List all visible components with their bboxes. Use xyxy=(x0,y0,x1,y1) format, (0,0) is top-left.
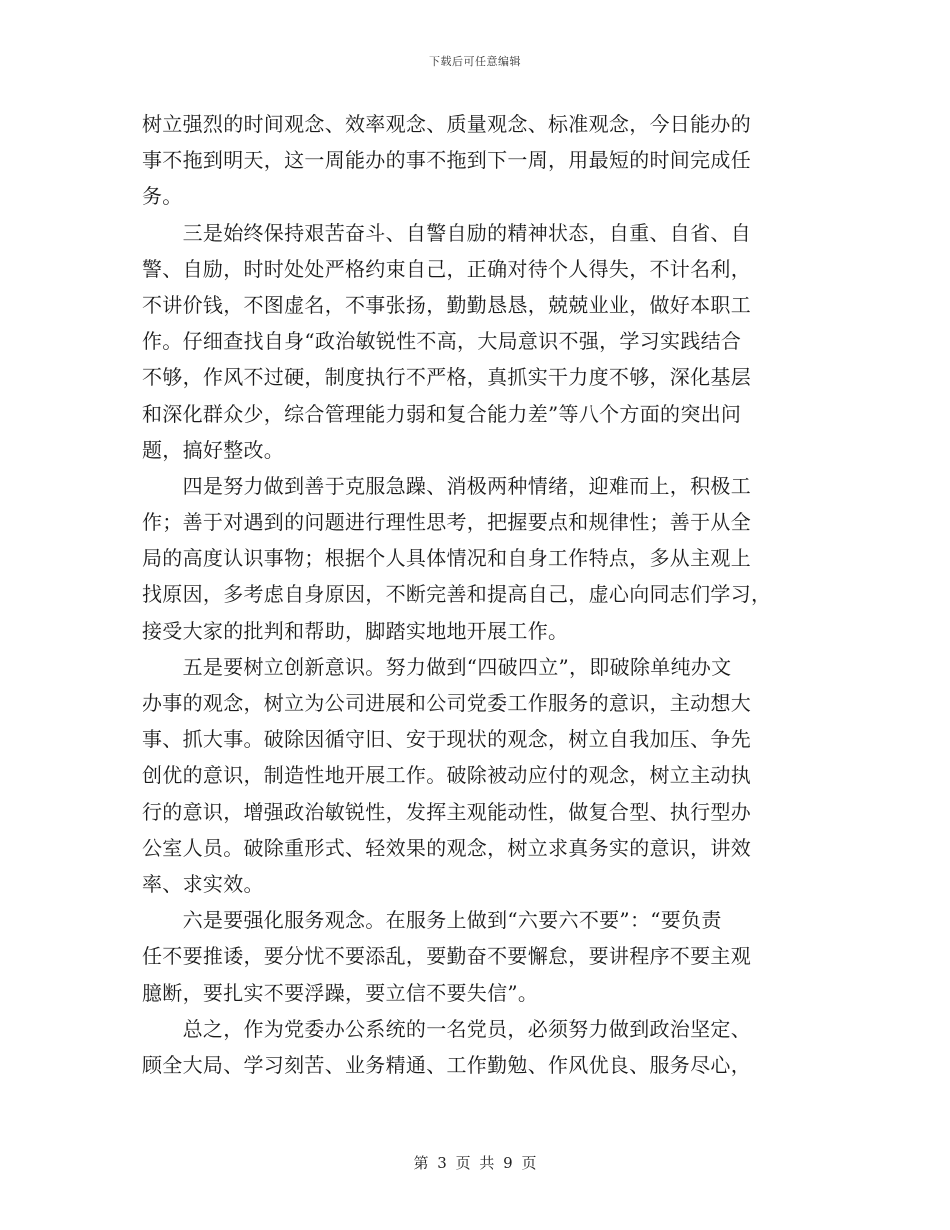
page-number-footer: 第 3 页 共 9 页 xyxy=(413,1154,537,1172)
text-line: 接受大家的批判和帮助，脚踏实地地开展工作。 xyxy=(142,618,569,643)
text-line: 和深化群众少，综合管理能力弱和复合能力差”等八个方面的突出问 xyxy=(142,401,742,426)
text-line: 办事的观念，树立为公司进展和公司党委工作服务的意识，主动想大 xyxy=(142,691,751,715)
text-line: 树立强烈的时间观念、效率观念、质量观念、标准观念，今日能办的 xyxy=(142,112,751,136)
text-line: 六是要强化服务观念。在服务上做到“六要六不要”：“要负责 xyxy=(142,908,722,933)
text-line: 局的高度认识事物；根据个人具体情况和自身工作特点，多从主观上 xyxy=(142,546,751,571)
text-line: 作；善于对遇到的问题进行理性思考，把握要点和规律性；善于从全 xyxy=(142,510,751,535)
text-line: 创优的意识，制造性地开展工作。破除被动应付的观念，树立主动执 xyxy=(142,763,751,788)
text-line: 不讲价钱，不图虚名，不事张扬，勤勤恳恳，兢兢业业，做好本职工 xyxy=(142,292,751,317)
page-header: 下载后可任意编辑 xyxy=(429,55,521,68)
text-line: 总之，作为党委办公系统的一名党员，必须努力做到政治坚定、 xyxy=(142,1016,751,1041)
text-line: 事不拖到明天，这一周能办的事不拖到下一周，用最短的时间完成任 xyxy=(142,148,751,173)
text-line: 行的意识，增强政治敏锐性，发挥主观能动性，做复合型、执行型办 xyxy=(142,799,751,824)
text-line: 臆断，要扎实不要浮躁，要立信不要失信”。 xyxy=(142,980,539,1005)
text-line: 公室人员。破除重形式、轻效果的观念，树立求真务实的意识，讲效 xyxy=(142,835,751,860)
document-body xyxy=(142,106,802,1083)
text-line: 四是努力做到善于克服急躁、消极两种情绪，迎难而上，积极工 xyxy=(142,473,751,498)
text-line: 不够，作风不过硬，制度执行不严格，真抓实干力度不够，深化基层 xyxy=(142,365,751,390)
text-line: 顾全大局、学习刻苦、业务精通、工作勤勉、作风优良、服务尽心， xyxy=(142,1052,751,1077)
text-line: 率、求实效。 xyxy=(142,871,264,896)
text-line: 任不要推诿，要分忧不要添乱，要勤奋不要懈怠，要讲程序不要主观 xyxy=(142,944,751,969)
text-line: 题，搞好整改。 xyxy=(142,437,285,462)
text-line: 作。仔细查找自身“政治敏锐性不高，大局意识不强，学习实践结合 xyxy=(142,329,742,354)
text-line: 三是始终保持艰苦奋斗、自警自励的精神状态，自重、自省、自 xyxy=(142,220,751,245)
text-line: 务。 xyxy=(142,184,183,209)
text-line: 事、抓大事。破除因循守旧、安于现状的观念，树立自我加压、争先 xyxy=(142,727,751,752)
text-line: 警、自励，时时处处严格约束自己，正确对待个人得失，不计名利， xyxy=(142,256,751,281)
text-line: 找原因，多考虑自身原因，不断完善和提高自己，虚心向同志们学习， xyxy=(142,582,772,607)
text-line: 五是要树立创新意识。努力做到“四破四立”，即破除单纯办文 xyxy=(142,654,732,679)
